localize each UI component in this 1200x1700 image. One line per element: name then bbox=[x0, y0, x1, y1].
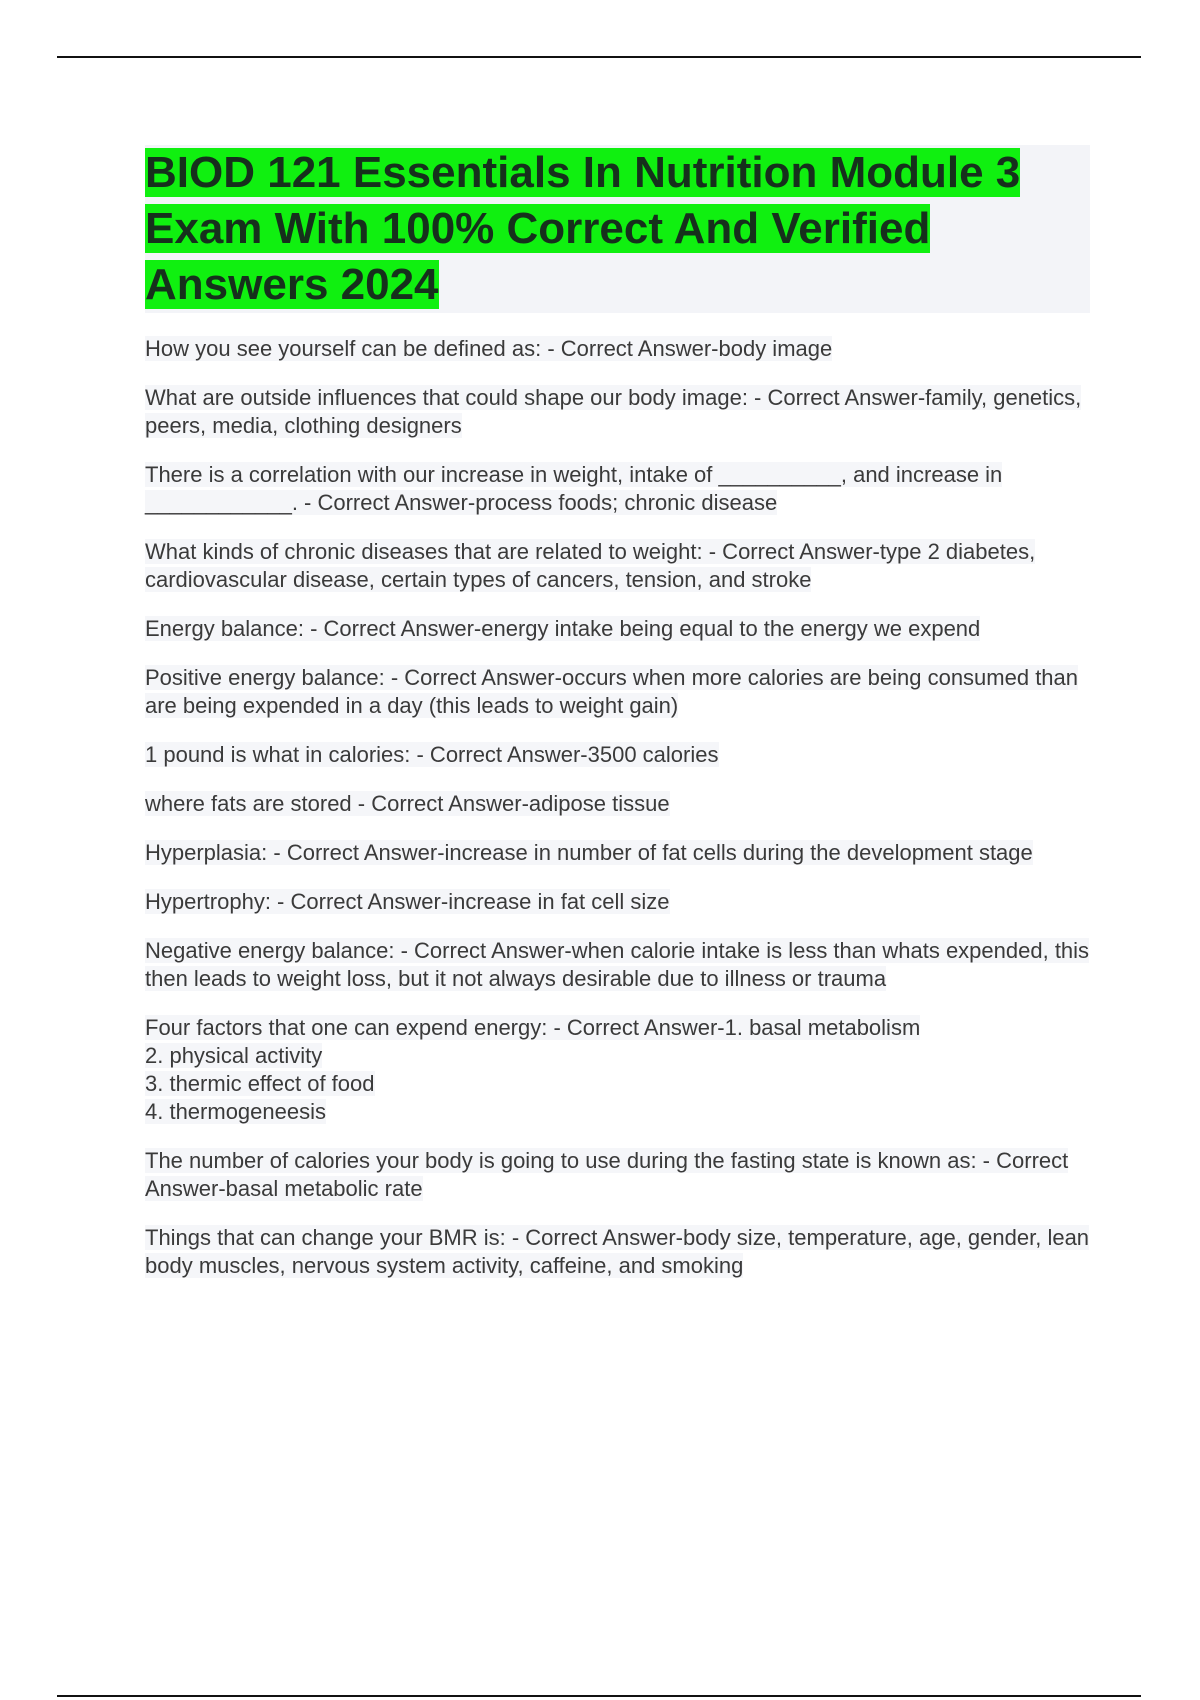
qa-item: What kinds of chronic diseases that are related to weight: - Correct Answer-type 2 diabetes, cardiovascular disease, certain types of cancers, tension, and stroke bbox=[145, 539, 1036, 592]
top-rule bbox=[57, 56, 1141, 58]
qa-item: Hyperplasia: - Correct Answer-increase in number of fat cells during the development stage bbox=[145, 840, 1033, 865]
qa-item: 1 pound is what in calories: - Correct Answer-3500 calories bbox=[145, 742, 719, 767]
document-title bbox=[145, 145, 1090, 313]
qa-item: How you see yourself can be defined as: - Correct Answer-body image bbox=[145, 336, 833, 361]
document-title-text: BIOD 121 Essentials In Nutrition Module 3 Exam With 100% Correct And Verified Answers 2024 bbox=[145, 148, 1021, 309]
qa-item: The number of calories your body is going to use during the fasting state is known as: - Correct Answer-basal metabolic rate bbox=[145, 1148, 1069, 1201]
qa-item: Hypertrophy: - Correct Answer-increase in fat cell size bbox=[145, 889, 670, 914]
bottom-rule bbox=[57, 1695, 1141, 1697]
qa-item: There is a correlation with our increase in weight, intake of __________, and increase in ____________. - Correct Answer-process foods; chronic disease bbox=[145, 462, 1003, 515]
qa-item: Positive energy balance: - Correct Answer-occurs when more calories are being consumed than are being expended in a day (this leads to weight gain) bbox=[145, 665, 1079, 718]
qa-item: What are outside influences that could shape our body image: - Correct Answer-family, genetics, peers, media, clothing designers bbox=[145, 385, 1082, 438]
qa-item: Things that can change your BMR is: - Correct Answer-body size, temperature, age, gender, lean body muscles, nervous system activity, caffeine, and smoking bbox=[145, 1225, 1090, 1278]
qa-item: Negative energy balance: - Correct Answer-when calorie intake is less than whats expended, this then leads to weight loss, but it not always desirable due to illness or trauma bbox=[145, 938, 1090, 991]
qa-item: Energy balance: - Correct Answer-energy intake being equal to the energy we expend bbox=[145, 616, 981, 641]
title-block bbox=[145, 145, 1090, 313]
qa-item: where fats are stored - Correct Answer-adipose tissue bbox=[145, 791, 670, 816]
qa-item: Four factors that one can expend energy: - Correct Answer-1. basal metabolism 2. physical activity 3. thermic effect of food 4. thermogeneesis bbox=[145, 1015, 921, 1124]
document-body bbox=[145, 145, 1090, 1301]
